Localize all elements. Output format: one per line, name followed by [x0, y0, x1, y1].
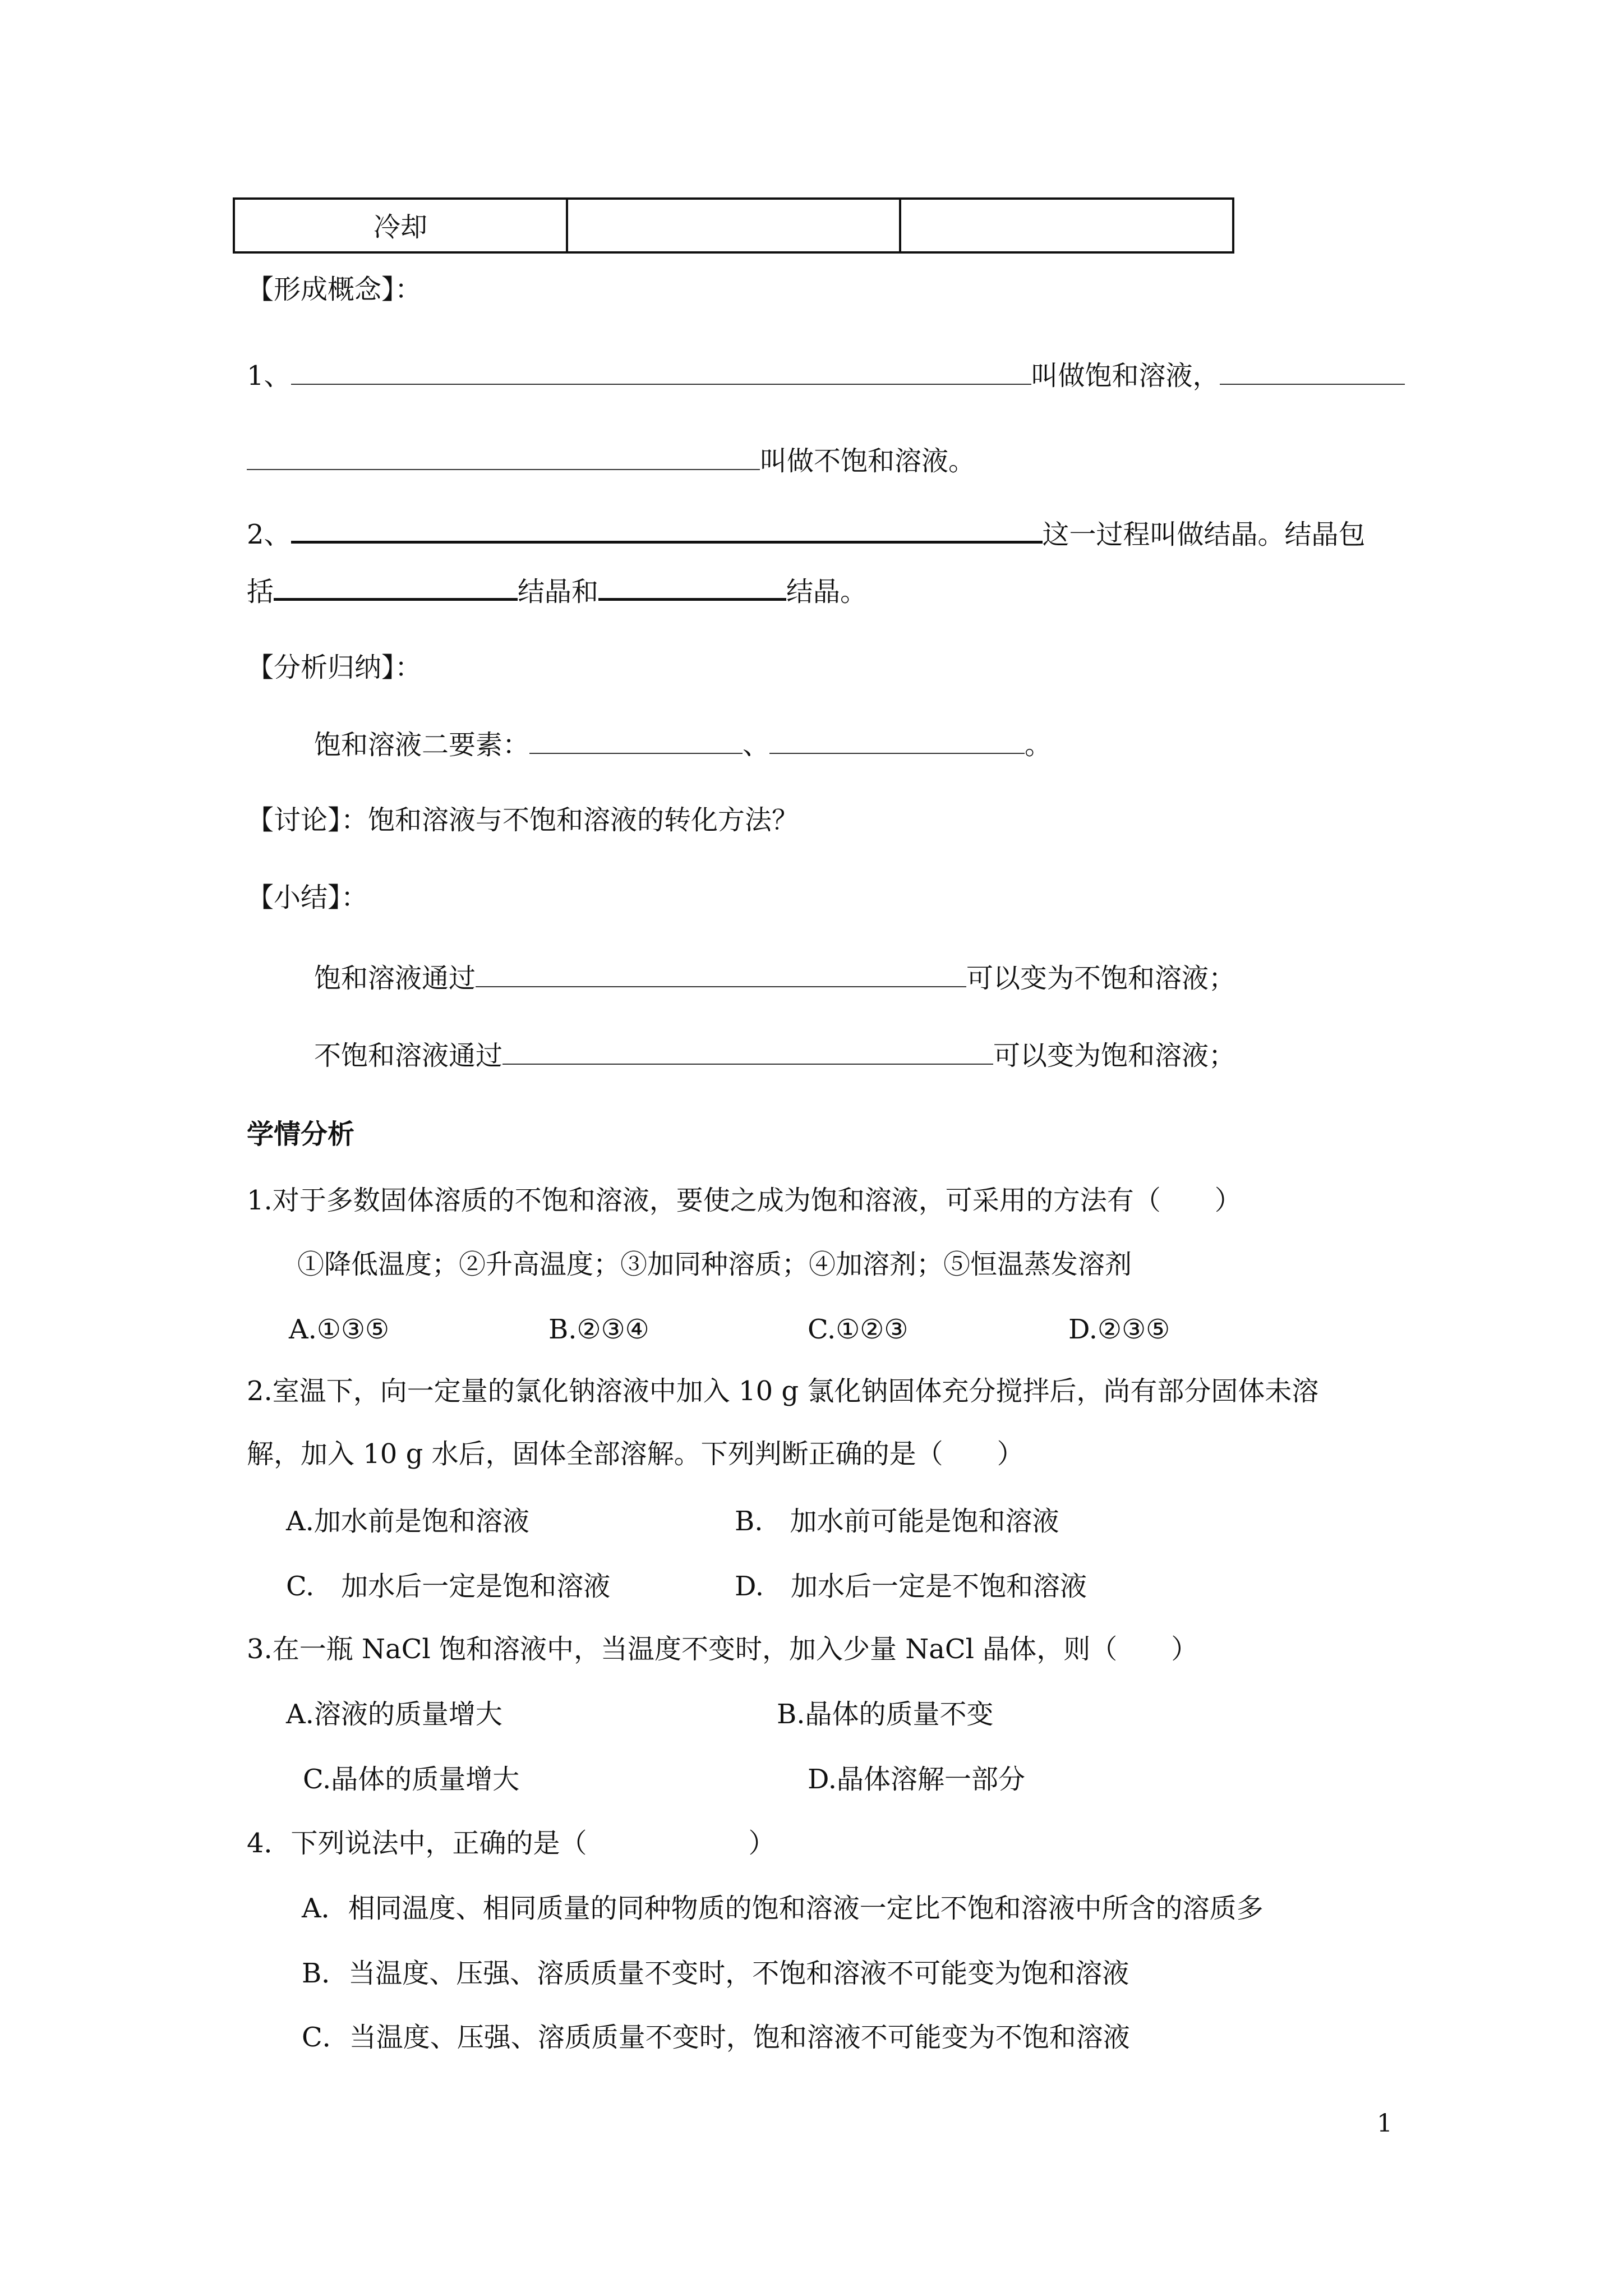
question-1-stem: 1.对于多数固体溶质的不饱和溶液，要使之成为饱和溶液，可采用的方法有（ ）	[247, 1185, 1242, 1216]
question-2-option-d[interactable]: D. 加水后一定是不饱和溶液	[735, 1571, 1087, 1602]
question-1-option-a[interactable]: A.①③⑤	[289, 1314, 390, 1345]
question-3-option-d[interactable]: D.晶体溶解一部分	[808, 1764, 1026, 1795]
table-cell	[567, 199, 900, 252]
fill-blank[interactable]	[291, 359, 1031, 385]
question-1-option-d[interactable]: D.②③⑤	[1068, 1314, 1170, 1345]
concept-heading: 【形成概念】：	[247, 274, 422, 305]
question-1-option-b[interactable]: B.②③④	[548, 1314, 649, 1345]
question-2-option-a[interactable]: A.加水前是饱和溶液	[286, 1506, 529, 1537]
summary-heading: 【小结】：	[247, 882, 368, 913]
question-2-stem-line-1: 2.室温下，向一定量的氯化钠溶液中加入 10 g 氯化钠固体充分搅拌后，尚有部分固体未溶	[247, 1375, 1319, 1407]
question-2-option-b[interactable]: B. 加水前可能是饱和溶液	[735, 1506, 1059, 1537]
concept-line-2: 2、 这一过程叫做结晶。结晶包	[247, 516, 1366, 553]
analysis-heading: 【分析归纳】：	[247, 652, 422, 683]
page-number: 1	[1377, 2109, 1393, 2138]
question-1-option-c[interactable]: C.①②③	[808, 1314, 909, 1345]
analysis-line: 饱和溶液二要素： 、 。	[314, 729, 1052, 761]
fill-blank[interactable]	[529, 728, 743, 754]
question-3-option-c[interactable]: C.晶体的质量增大	[303, 1764, 520, 1795]
question-4-option-c[interactable]: C．当温度、压强、溶质质量不变时，饱和溶液不可能变为不饱和溶液	[302, 2022, 1130, 2053]
discussion-line: 【讨论】：饱和溶液与不饱和溶液的转化方法？	[247, 804, 799, 836]
concept-line-1: 1、 叫做饱和溶液，	[247, 358, 1405, 394]
question-4-stem: 4．下列说法中，正确的是（ ）	[247, 1828, 776, 1859]
concept-line-2b: 括 结晶和 结晶。	[247, 573, 867, 610]
fill-blank[interactable]	[598, 573, 786, 601]
fill-blank[interactable]	[476, 961, 966, 987]
question-2-stem-line-2: 解，加入 10 g 水后，固体全部溶解。下列判断正确的是（ ）	[247, 1438, 1024, 1470]
fill-blank[interactable]	[769, 728, 1025, 754]
experiment-table	[233, 197, 1234, 254]
summary-line-1: 饱和溶液通过 可以变为不饱和溶液；	[314, 963, 1236, 994]
section-heading-xueqing: 学情分析	[247, 1119, 355, 1150]
fill-blank[interactable]	[291, 516, 1043, 544]
question-2-option-c[interactable]: C. 加水后一定是饱和溶液	[286, 1571, 611, 1602]
question-3-stem: 3.在一瓶 NaCl 饱和溶液中，当温度不变时，加入少量 NaCl 晶体，则（ ）	[247, 1634, 1198, 1665]
table-cell-condition: 冷却	[234, 199, 567, 252]
fill-blank[interactable]	[1220, 359, 1405, 385]
summary-line-2: 不饱和溶液通过 可以变为饱和溶液；	[314, 1040, 1236, 1071]
fill-blank[interactable]	[247, 444, 760, 470]
concept-line-1b: 叫做不饱和溶液。	[247, 443, 975, 479]
question-3-option-b[interactable]: B.晶体的质量不变	[777, 1699, 994, 1730]
fill-blank[interactable]	[502, 1039, 993, 1065]
question-3-option-a[interactable]: A.溶液的质量增大	[286, 1699, 502, 1730]
fill-blank[interactable]	[274, 573, 518, 601]
question-4-option-b[interactable]: B．当温度、压强、溶质质量不变时，不饱和溶液不可能变为饱和溶液	[302, 1958, 1129, 1989]
question-4-option-a[interactable]: A．相同温度、相同质量的同种物质的饱和溶液一定比不饱和溶液中所含的溶质多	[302, 1893, 1264, 1924]
question-1-items: ①降低温度；②升高温度；③加同种溶质；④加溶剂；⑤恒温蒸发溶剂	[297, 1249, 1132, 1280]
table-row	[234, 199, 1233, 252]
table-cell	[900, 199, 1233, 252]
